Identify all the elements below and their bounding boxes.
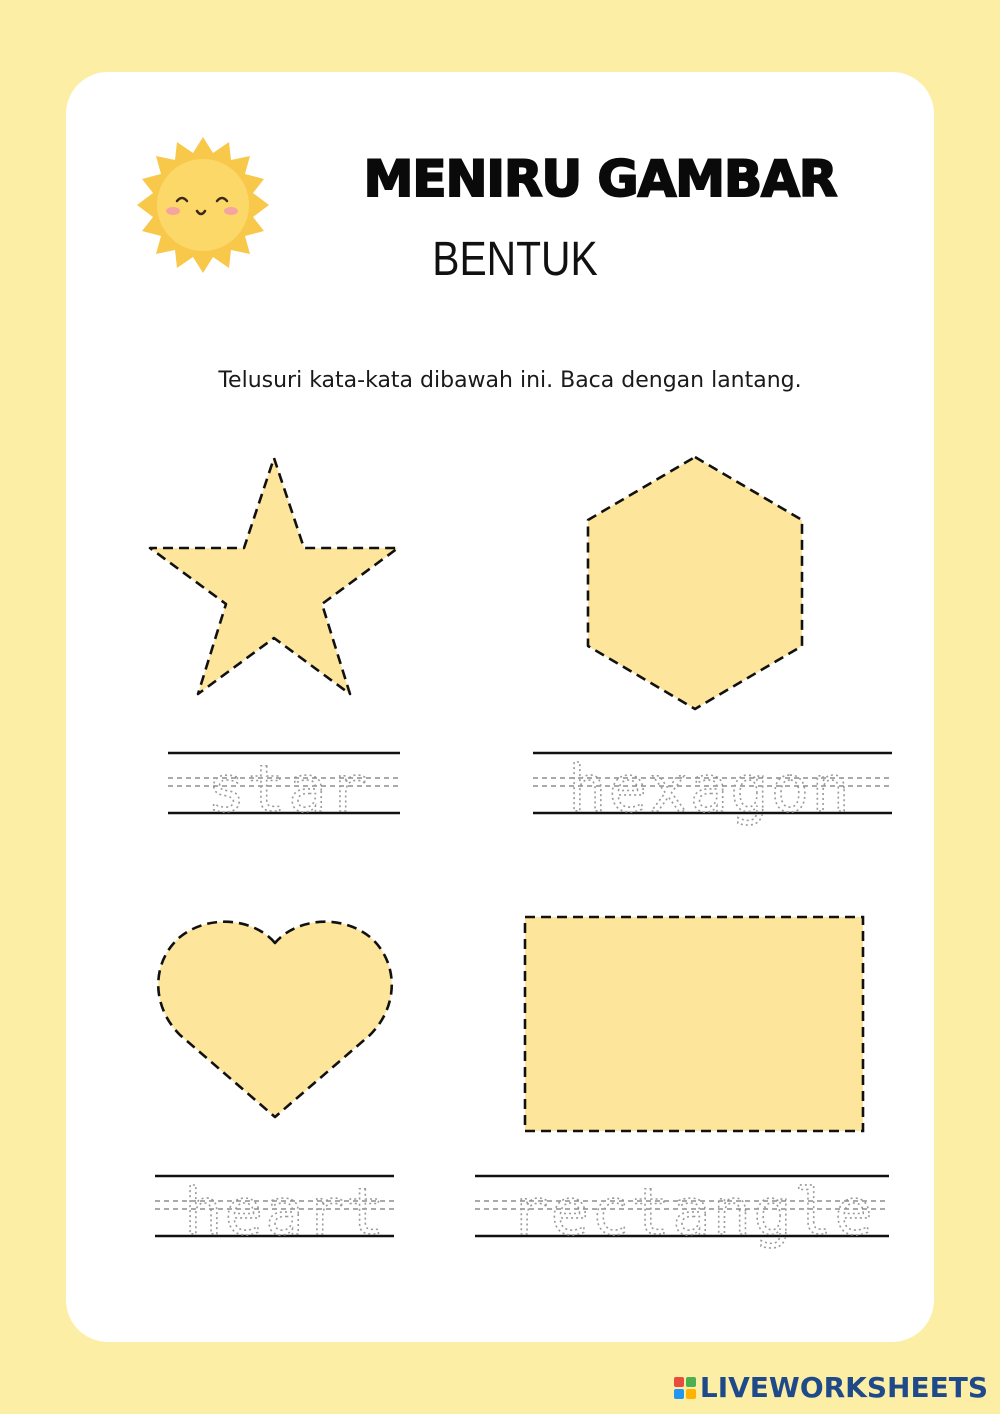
star-shape[interactable] xyxy=(140,452,410,702)
tracing-lines-hexagon[interactable] xyxy=(530,745,895,835)
tracing-lines-rectangle[interactable] xyxy=(472,1170,892,1260)
trace-word-hexagon: hexagon xyxy=(568,753,852,827)
footer-brand-text: LIVEWORKSHEETS xyxy=(699,1371,988,1404)
tracing-lines-heart[interactable] xyxy=(152,1170,397,1250)
trace-word-star: star xyxy=(207,753,370,827)
liveworksheets-logo-icon xyxy=(674,1377,696,1399)
rectangle-shape[interactable] xyxy=(520,912,868,1136)
page-title: MENIRU GAMBAR xyxy=(363,150,837,208)
heart-shape[interactable] xyxy=(150,915,400,1125)
page-subtitle: BENTUK xyxy=(432,233,598,286)
trace-word-rectangle: rectangle xyxy=(510,1176,875,1250)
tracing-lines-star[interactable] xyxy=(165,745,403,830)
sun-icon xyxy=(133,135,273,275)
instruction-text: Telusuri kata-kata dibawah ini. Baca dengan lantang. xyxy=(218,368,802,393)
footer-logo[interactable] xyxy=(674,1371,988,1404)
trace-word-heart: heart xyxy=(184,1176,387,1250)
hexagon-shape[interactable] xyxy=(580,452,810,714)
